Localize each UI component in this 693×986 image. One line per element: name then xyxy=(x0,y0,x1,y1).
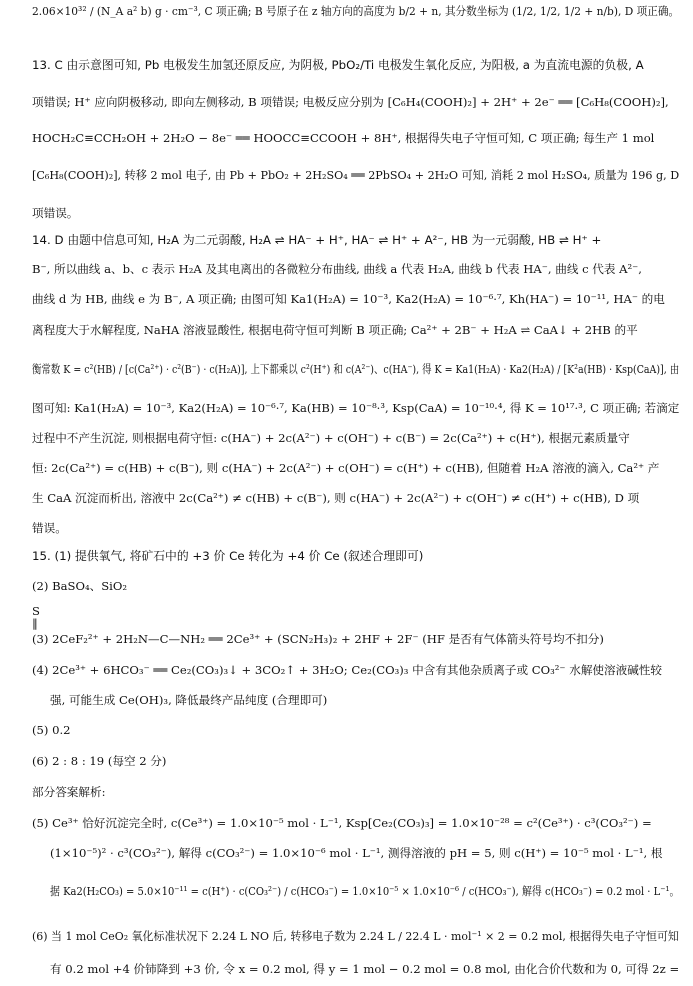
text-line: 离程度大于水解程度, NaHA 溶液显酸性, 根据电荷守恒可判断 B 项正确; Ca²⁺ + 2B⁻ + H₂A ⇌ CaA↓ + 2HB 的平 xyxy=(32,323,638,337)
text-line: 强, 可能生成 Ce(OH)₃, 降低最终产品纯度 (合理即可) xyxy=(50,693,328,707)
text-line: 图可知: Ka1(H₂A) = 10⁻³, Ka2(H₂A) = 10⁻⁶·⁷, Ka(HB) = 10⁻⁸·³, Ksp(CaA) = 10⁻¹⁰·⁴, 得 K = 10¹⁷·³, C 项正确; 若滴定 xyxy=(32,401,680,415)
text-line: (6) 当 1 mol CeO₂ 氧化标准状况下 2.24 L NO 后, 转移电子数为 2.24 L / 22.4 L · mol⁻¹ × 2 = 0.2 mol, 根据得失电子守恒可知 xyxy=(32,929,679,943)
text-line: (5) Ce³⁺ 恰好沉淀完全时, c(Ce³⁺) = 1.0×10⁻⁵ mol · L⁻¹, Ksp[Ce₂(CO₃)₃] = 1.0×10⁻²⁸ = c²(Ce³⁺) · c³(CO₃²⁻) = xyxy=(32,816,652,830)
text-line: S xyxy=(32,604,40,618)
text-line: 项错误。 xyxy=(32,206,79,220)
text-line: B⁻, 所以曲线 a、b、c 表示 H₂A 及其电离出的各微粒分布曲线, 曲线 a 代表 H₂A, 曲线 b 代表 HA⁻, 曲线 c 代表 A²⁻, xyxy=(32,262,642,276)
text-line: (1×10⁻⁵)² · c³(CO₃²⁻), 解得 c(CO₃²⁻) = 1.0×10⁻⁶ mol · L⁻¹, 测得溶液的 pH = 5, 则 c(H⁺) = 10⁻⁵ mol · L⁻¹, 根 xyxy=(50,846,663,860)
analysis-heading: 部分答案解析: xyxy=(32,785,106,799)
text-line: 过程中不产生沉淀, 则根据电荷守恒: c(HA⁻) + 2c(A²⁻) + c(OH⁻) + c(B⁻) = 2c(Ca²⁺) + c(H⁺), 根据元素质量守 xyxy=(32,431,630,445)
text-line: ‖ xyxy=(32,616,38,630)
question-13-line: 13. C 由示意图可知, Pb 电极发生加氢还原反应, 为阴极, PbO₂/Ti 电极发生氧化反应, 为阳极, a 为直流电源的负极, A xyxy=(32,58,644,72)
text-line: 据 Ka2(H₂CO₃) = 5.0×10⁻¹¹ = c(H⁺) · c(CO₃²⁻) / c(HCO₃⁻) = 1.0×10⁻⁵ × 1.0×10⁻⁶ / c(HCO₃⁻), 解得 c(HCO₃⁻) = 0.2 mol · L⁻¹。 xyxy=(50,884,680,898)
question-15-line: 15. (1) 提供氧气, 将矿石中的 +3 价 Ce 转化为 +4 价 Ce (叙述合理即可) xyxy=(32,549,424,563)
text-line: [C₆H₈(COOH)₂], 转移 2 mol 电子, 由 Pb + PbO₂ + 2H₂SO₄ ══ 2PbSO₄ + 2H₂O 可知, 消耗 2 mol H₂SO₄, 质量为 196 g, D xyxy=(32,168,680,182)
text-line: 项错误; H⁺ 应向阴极移动, 即向左侧移动, B 项错误; 电极反应分别为 [C₆H₄(COOH)₂] + 2H⁺ + 2e⁻ ══ [C₆H₈(COOH)₂], xyxy=(32,95,669,109)
text-line: 错误。 xyxy=(32,521,67,535)
text-line: HOCH₂C≡CCH₂OH + 2H₂O − 8e⁻ ══ HOOCC≡CCOOH + 8H⁺, 根据得失电子守恒可知, C 项正确; 每生产 1 mol xyxy=(32,131,655,145)
text-line: 恒: 2c(Ca²⁺) = c(HB) + c(B⁻), 则 c(HA⁻) + 2c(A²⁻) + c(OH⁻) = c(H⁺) + c(HB), 但随着 H₂A 溶液的滴入, Ca²⁺ 产 xyxy=(32,461,660,475)
question-14-line: 14. D 由题中信息可知, H₂A 为二元弱酸, H₂A ⇌ HA⁻ + H⁺, HA⁻ ⇌ H⁺ + A²⁻, HB 为一元弱酸, HB ⇌ H⁺ + xyxy=(32,233,602,247)
text-line: (3) 2CeF₂²⁺ + 2H₂N—C—NH₂ ══ 2Ce³⁺ + (SCN₂H₃)₂ + 2HF + 2F⁻ (HF 是否有气体箭头符号均不扣分) xyxy=(32,632,604,646)
text-line: 有 0.2 mol +4 价铈降到 +3 价, 令 x = 0.2 mol, 得 y = 1 mol − 0.2 mol = 0.8 mol, 由化合价代数和为 0, 可得 2z = xyxy=(50,962,679,976)
text-line: 衡常数 K = c²(HB) / [c(Ca²⁺) · c²(B⁻) · c(H₂A)], 上下都乘以 c²(H⁺) 和 c(A²⁻)、c(HA⁻), 得 K = Ka1(H₂A) · Ka2(H₂A) / [K²a(HB) · Ksp(CaA)], 由 xyxy=(32,362,680,376)
text-line: (6) 2 : 8 : 19 (每空 2 分) xyxy=(32,754,167,768)
text-line: (4) 2Ce³⁺ + 6HCO₃⁻ ══ Ce₂(CO₃)₃↓ + 3CO₂↑ + 3H₂O; Ce₂(CO₃)₃ 中含有其他杂质离子或 CO₃²⁻ 水解使溶液碱性较 xyxy=(32,663,662,677)
text-line: 生 CaA 沉淀而析出, 溶液中 2c(Ca²⁺) ≠ c(HB) + c(B⁻), 则 c(HA⁻) + 2c(A²⁻) + c(OH⁻) ≠ c(H⁺) + c(HB), D 项 xyxy=(32,491,640,505)
text-line: (5) 0.2 xyxy=(32,723,71,737)
text-line: 2.06×10³² / (N_A a² b) g · cm⁻³, C 项正确; B 号原子在 z 轴方向的高度为 b/2 + n, 其分数坐标为 (1/2, 1/2, 1/2 + n/b), D 项正确。 xyxy=(32,4,680,18)
text-line: (2) BaSO₄、SiO₂ xyxy=(32,579,128,593)
text-line: 曲线 d 为 HB, 曲线 e 为 B⁻, A 项正确; 由图可知 Ka1(H₂A) = 10⁻³, Ka2(H₂A) = 10⁻⁶·⁷, Kh(HA⁻) = 10⁻¹¹, HA⁻ 的电 xyxy=(32,292,665,306)
